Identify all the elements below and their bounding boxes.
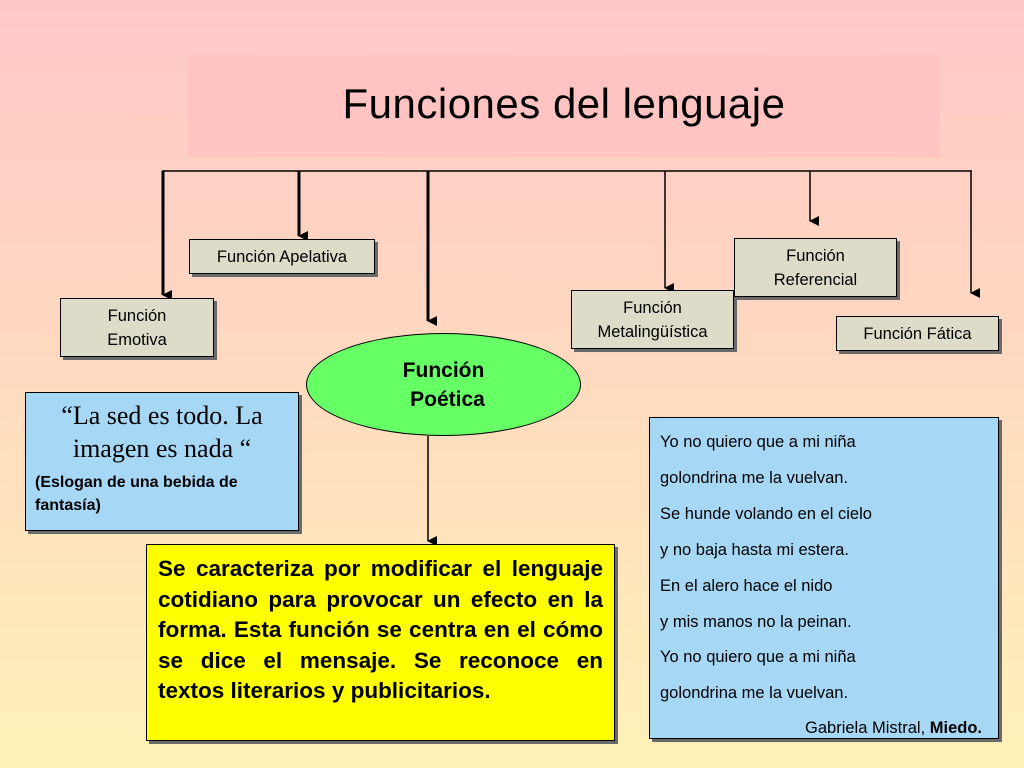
box-funcion-emotiva <box>60 298 214 357</box>
box-label-line2: Emotiva <box>107 330 167 349</box>
ellipse-label-line1: Función <box>402 358 485 382</box>
box-label: Función Apelativa <box>216 247 348 266</box>
poem-example-box <box>649 417 999 739</box>
slogan-example-box <box>25 392 299 531</box>
poem-line: Yo no quiero que a mi niña <box>660 433 856 451</box>
poem-line: y mis manos no la peinan. <box>660 612 852 631</box>
poem-work-title: Miedo. <box>929 719 982 738</box>
ellipse-label-line2: Poética <box>410 387 485 411</box>
ellipse-funcion-poetica <box>306 333 581 436</box>
poem-line: golondrina me la vuelvan. <box>660 468 849 487</box>
poem-line: y no baja hasta mi estera. <box>660 540 849 559</box>
slogan-quote: “La sed es todo. La imagen es nada “ <box>61 401 263 463</box>
box-label: Función Fática <box>863 324 972 343</box>
poem-attribution <box>660 716 998 740</box>
box-funcion-fatica <box>836 316 999 351</box>
slogan-note: (Eslogan de una bebida de fantasía) <box>35 474 238 514</box>
box-funcion-apelativa <box>189 239 375 274</box>
poem-line: En el alero hace el nido <box>660 576 833 595</box>
box-funcion-metalinguistica <box>571 290 734 349</box>
poem-line: golondrina me la vuelvan. <box>660 684 849 703</box>
poetica-description-text: Se caracteriza por modificar el lenguaje cotidiano para provocar un efecto en la forma. Esta función se centra en el cómo se dice el mensaje. Se reconoce en textos literarios y publicitarios. <box>158 556 603 703</box>
poem-author: Gabriela Mistral, <box>805 719 926 738</box>
box-label-line1: Función <box>623 298 682 317</box>
box-funcion-referencial <box>734 238 897 297</box>
box-label-line2: Metalingüística <box>597 322 708 341</box>
page-title: Funciones del lenguaje <box>342 80 786 127</box>
box-label-line1: Función <box>107 306 167 325</box>
box-label-line1: Función <box>786 246 845 265</box>
poem-line: Yo no quiero que a mi niña <box>660 648 856 667</box>
poetica-description-box <box>146 544 615 741</box>
box-label-line2: Referencial <box>773 270 858 289</box>
poem-line: Se hunde volando en el cielo <box>660 504 872 523</box>
